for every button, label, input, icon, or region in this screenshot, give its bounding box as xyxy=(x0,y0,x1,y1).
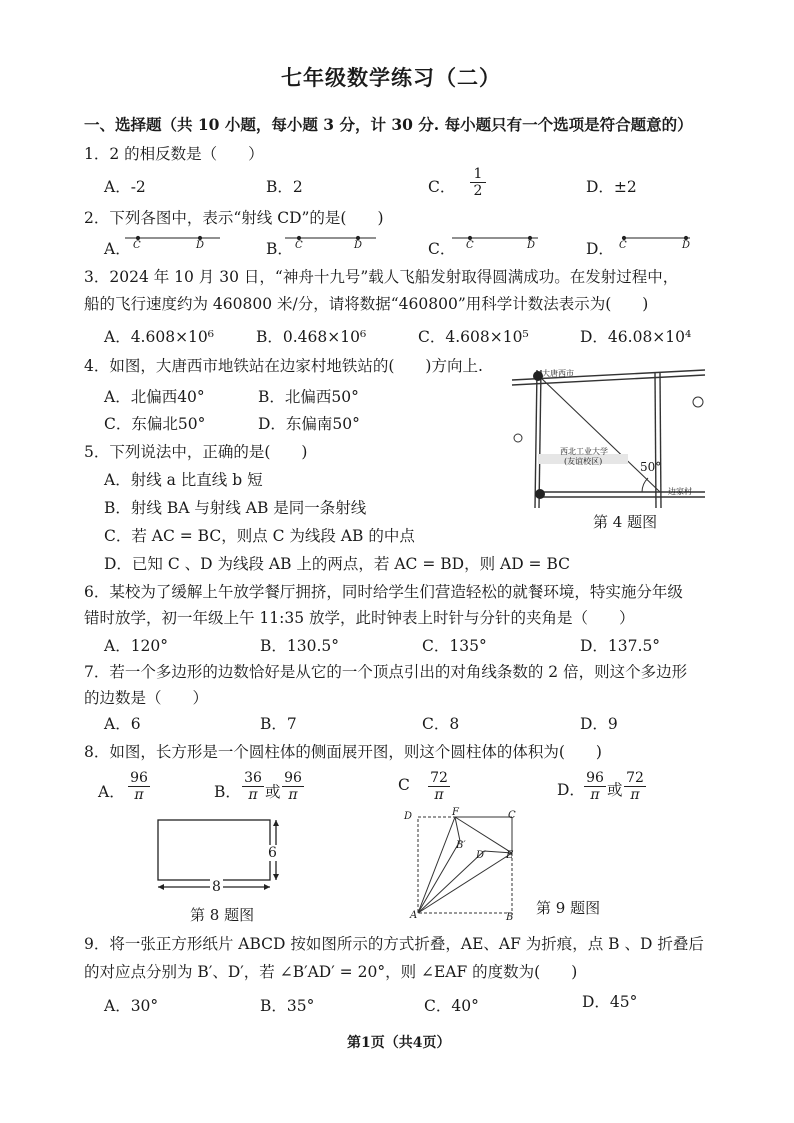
q8c-den: π xyxy=(434,787,444,803)
q1-frac-den: 2 xyxy=(473,183,483,199)
q9-line1: 9．将一张正方形纸片 ABCD 按如图所示的方式折叠，AE、AF 为折痕，点 B 、D 折叠后 xyxy=(84,935,704,953)
map-angle-label: 50° xyxy=(640,460,662,474)
fig9-label-f: F xyxy=(452,807,459,818)
q8a-num: 96 xyxy=(128,770,150,787)
q8-option-b: B． xyxy=(214,783,241,801)
q2b-label-c: C xyxy=(295,240,303,251)
q8-caption: 第 8 题图 xyxy=(190,906,255,924)
map-pin-icon xyxy=(693,397,703,407)
q9-caption: 第 9 题图 xyxy=(536,899,601,917)
q7-option-b: B．7 xyxy=(260,715,297,733)
q8-fig-height: 6 xyxy=(268,845,277,861)
q8c-num: 72 xyxy=(428,770,450,787)
fig9-label-d: D xyxy=(404,811,413,822)
q8-fig-width: 8 xyxy=(212,879,221,895)
q9-line2: 的对应点分别为 B′、D′，若 ∠B′AD′ = 20°，则 ∠EAF 的度数为( ) xyxy=(84,963,578,981)
q8c-fraction xyxy=(428,770,450,803)
fig9-label-d-prime: D′ xyxy=(476,850,487,861)
map-label-nwpu: 西北工业大学 xyxy=(560,447,608,456)
q8b-den1: π xyxy=(248,787,258,803)
q7-option-d: D．9 xyxy=(580,715,618,733)
q2-option-d: D． xyxy=(586,240,614,258)
q5-stem: 5．下列说法中，正确的是( ) xyxy=(84,443,308,461)
q8d-num1: 96 xyxy=(584,770,606,787)
page-footer: 第1页（共4页） xyxy=(347,1035,451,1051)
q1-option-b: B．2 xyxy=(266,178,303,196)
fig9-label-e: E xyxy=(506,850,514,861)
q5-option-a: A．射线 a 比直线 b 短 xyxy=(104,471,263,489)
q8a-den: π xyxy=(134,787,144,803)
q2-option-c: C． xyxy=(428,240,456,258)
q6-line2: 错时放学，初一年级上午 11:35 放学，此时钟表上时针与分针的夹角是（ ） xyxy=(84,609,635,627)
q9-option-a: A．30° xyxy=(104,997,159,1015)
q8d-den2: π xyxy=(630,787,640,803)
map-label-bianjiacun: 边家村 xyxy=(668,487,692,496)
q4-caption: 第 4 题图 xyxy=(593,513,658,531)
q1-option-d: D．±2 xyxy=(586,178,637,196)
q5-option-b: B．射线 BA 与射线 AB 是同一条射线 xyxy=(104,499,367,517)
q8b-fraction2 xyxy=(282,770,304,803)
q5-option-d: D．已知 C 、D 为线段 AB 上的两点，若 AC = BD，则 AD = BC xyxy=(104,555,571,573)
q6-line1: 6．某校为了缓解上午放学餐厅拥挤，同时给学生们营造轻松的就餐环境，特实施分年级 xyxy=(84,583,683,601)
q8d-den1: π xyxy=(590,787,600,803)
q2-ray-figures xyxy=(0,0,794,260)
q4-option-d: D．东偏南50° xyxy=(258,415,360,433)
q8d-or: 或 xyxy=(607,781,623,799)
fig9-label-c: C xyxy=(508,810,516,821)
q7-line2: 的边数是（ ） xyxy=(84,689,209,707)
q8-stem: 8．如图，长方形是一个圆柱体的侧面展开图，则这个圆柱体的体积为( ) xyxy=(84,743,602,761)
q2-option-b: B． xyxy=(266,240,293,258)
q9-option-d: D．45° xyxy=(582,993,638,1011)
q8d-fraction2 xyxy=(624,770,646,803)
q8-option-a: A． xyxy=(98,783,125,801)
section-heading: 一、选择题（共 10 小题，每小题 3 分，计 30 分. 每小题只有一个选项是符合题意的） xyxy=(84,115,693,134)
q1-frac-num: 1 xyxy=(470,166,486,183)
q6-option-c: C．135° xyxy=(422,637,487,655)
q8b-num1: 36 xyxy=(242,770,264,787)
q2d-label-d: D xyxy=(682,240,691,251)
fig9-label-a: A xyxy=(410,910,418,921)
q2b-label-d: D xyxy=(354,240,363,251)
q2a-label-d: D xyxy=(196,240,205,251)
q8d-num2: 72 xyxy=(624,770,646,787)
q8-option-d: D． xyxy=(557,781,585,799)
q8b-fraction1 xyxy=(242,770,264,803)
q8b-num2: 96 xyxy=(282,770,304,787)
q2-stem: 2．下列各图中，表示“射线 CD”的是( ) xyxy=(84,209,384,227)
q4-stem: 4．如图，大唐西市地铁站在边家村地铁站的( )方向上. xyxy=(84,357,483,375)
q1-stem: 1．2 的相反数是（ ） xyxy=(84,145,264,163)
q3-line1: 3．2024 年 10 月 30 日，“神舟十九号”载人飞船发射取得圆满成功。在发射过程中， xyxy=(84,268,679,286)
q1-option-c: C． xyxy=(428,178,456,196)
q7-option-c: C．8 xyxy=(422,715,460,733)
q4-option-c: C．东偏北50° xyxy=(104,415,206,433)
map-marker-icon xyxy=(514,434,522,442)
q8d-fraction1 xyxy=(584,770,606,803)
q9-fold-figure xyxy=(400,805,530,925)
q7-option-a: A．6 xyxy=(104,715,141,733)
q3-option-c: C．4.608×10⁵ xyxy=(418,328,529,346)
q7-line1: 7．若一个多边形的边数恰好是从它的一个顶点引出的对角线条数的 2 倍，则这个多边形 xyxy=(84,663,688,681)
q8a-fraction xyxy=(128,770,150,803)
q3-option-b: B．0.468×10⁶ xyxy=(256,328,367,346)
q8b-den2: π xyxy=(288,787,298,803)
q6-option-b: B．130.5° xyxy=(260,637,340,655)
map-label-campus: (友谊校区) xyxy=(564,457,603,466)
metro-icon-bottom xyxy=(535,489,545,499)
q3-line2: 船的飞行速度约为 460800 米/分，请将数据“460800”用科学计数法表示为( ) xyxy=(84,295,649,313)
q6-option-d: D．137.5° xyxy=(580,637,661,655)
fig9-label-b-prime: B′ xyxy=(456,840,466,851)
fig9-label-b: B xyxy=(506,912,514,923)
page-title: 七年级数学练习（二） xyxy=(281,65,501,90)
q6-option-a: A．120° xyxy=(104,637,169,655)
q2a-label-c: C xyxy=(133,240,141,251)
q8b-or: 或 xyxy=(265,783,281,801)
q3-option-d: D．46.08×10⁴ xyxy=(580,328,692,346)
q9-option-b: B．35° xyxy=(260,997,315,1015)
q4-option-a: A．北偏西40° xyxy=(104,388,205,406)
q1-option-a: A．-2 xyxy=(104,178,146,196)
q2-option-a: A． xyxy=(104,240,131,258)
q3-option-a: A．4.608×10⁶ xyxy=(104,328,214,346)
q2c-label-c: C xyxy=(466,240,474,251)
q4-option-b: B．北偏西50° xyxy=(258,388,359,406)
q9-option-c: C．40° xyxy=(424,997,479,1015)
q2c-label-d: D xyxy=(527,240,536,251)
map-label-datang: 大唐西市 xyxy=(542,369,574,378)
q5-option-c: C．若 AC = BC，则点 C 为线段 AB 的中点 xyxy=(104,527,415,545)
q2d-label-c: C xyxy=(619,240,627,251)
q8-option-c: C xyxy=(398,776,410,794)
